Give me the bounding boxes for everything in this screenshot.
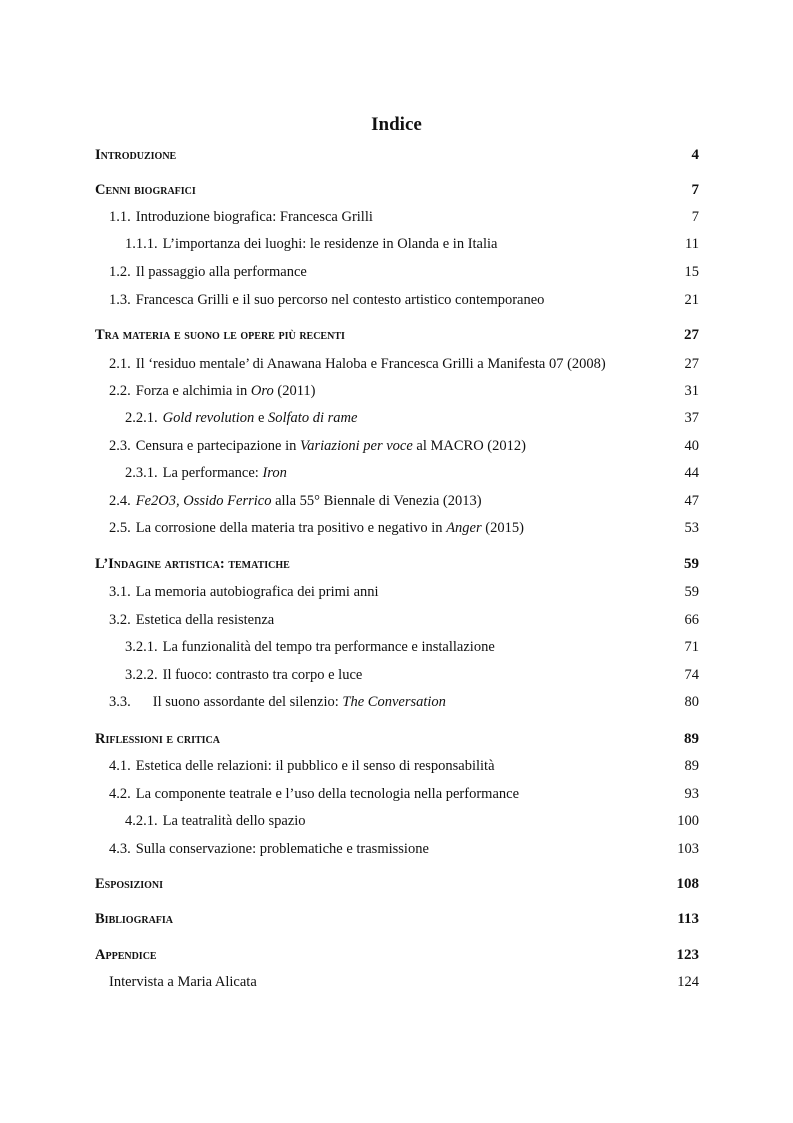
toc-entry-label [125, 234, 497, 254]
toc-chapter-entry[interactable] [0, 145, 793, 165]
section-number: 1.1. [109, 209, 131, 225]
toc-section-entry[interactable] [0, 408, 793, 428]
entry-text: Il suono assordante del silenzio: [152, 694, 343, 710]
toc-section-entry[interactable] [0, 582, 793, 602]
entry-text: Il passaggio alla performance [135, 264, 307, 280]
toc-chapter-entry[interactable] [0, 325, 793, 345]
toc-section-entry[interactable] [0, 784, 793, 804]
page-number: 15 [684, 264, 699, 280]
section-number: 4.2.1. [125, 813, 158, 829]
entry-text: alla 55° Biennale di Venezia (2013) [271, 493, 482, 509]
section-number: 2.3. [109, 438, 131, 454]
page-number: 40 [684, 438, 699, 454]
section-number: 4.2. [109, 786, 131, 802]
entry-text: Esposizioni [95, 876, 164, 892]
entry-text: Il fuoco: contrasto tra corpo e luce [162, 667, 363, 683]
page-number: 113 [677, 911, 699, 927]
toc-chapter-entry[interactable] [0, 554, 793, 574]
entry-text: (2011) [273, 383, 316, 399]
italic-title-text: The Conversation [342, 694, 446, 710]
toc-entry-label [109, 262, 307, 282]
section-number: 1.1.1. [125, 236, 158, 252]
page-number: 74 [684, 667, 699, 683]
entry-text: Riflessioni e critica [95, 731, 220, 747]
page-number: 27 [684, 356, 699, 372]
toc-entry-label [109, 692, 446, 712]
italic-title-text: Variazioni per voce [300, 438, 413, 454]
toc-entry-label [109, 756, 495, 776]
entry-text: La corrosione della materia tra positivo e negativo in [135, 520, 447, 536]
section-number: 3.2.2. [125, 667, 158, 683]
page-number: 89 [684, 758, 699, 774]
toc-section-entry[interactable] [0, 354, 793, 374]
page-number: 27 [684, 327, 699, 343]
toc-section-entry[interactable] [0, 262, 793, 282]
toc-entry-label [95, 554, 290, 574]
page-number: 53 [684, 520, 699, 536]
entry-text: e [254, 410, 268, 426]
entry-text: Estetica della resistenza [135, 612, 275, 628]
entry-text: La teatralità dello spazio [162, 813, 306, 829]
toc-section-entry[interactable] [0, 756, 793, 776]
page-number: 37 [684, 410, 699, 426]
toc-section-entry[interactable] [0, 692, 793, 712]
toc-entry-label [95, 180, 196, 200]
entry-text: L’importanza dei luoghi: le residenze in Olanda e in Italia [162, 236, 498, 252]
toc-entry-label [125, 637, 495, 657]
section-number: 3.3. [109, 694, 131, 710]
toc-entry-label [109, 207, 373, 227]
section-number: 3.2. [109, 612, 131, 628]
toc-section-entry[interactable] [0, 234, 793, 254]
section-number: 3.1. [109, 584, 131, 600]
page-number: 4 [691, 147, 699, 163]
toc-section-entry[interactable] [0, 665, 793, 685]
toc-entry-label [109, 610, 274, 630]
entry-text: Introduzione biografica: Francesca Grilli [135, 209, 373, 225]
entry-text: Estetica delle relazioni: il pubblico e il senso di responsabilità [135, 758, 495, 774]
toc-section-entry[interactable] [0, 290, 793, 310]
italic-title-text: Iron [262, 465, 287, 481]
page-number: 93 [684, 786, 699, 802]
page-number: 89 [684, 731, 699, 747]
toc-entry-label [109, 290, 544, 310]
entry-text: Introduzione [95, 147, 177, 163]
section-number: 2.4. [109, 493, 131, 509]
page-number: 108 [676, 876, 699, 892]
toc-entry-label [95, 909, 173, 929]
page-number: 11 [685, 236, 699, 252]
entry-text: L’Indagine artistica: tematiche [95, 556, 290, 572]
toc-section-entry[interactable] [0, 436, 793, 456]
italic-title-text: Fe2O3, Ossido Ferrico [135, 493, 272, 509]
toc-chapter-entry[interactable] [0, 180, 793, 200]
entry-text: Il ‘residuo mentale’ di Anawana Haloba e Francesca Grilli a Manifesta 07 (2008) [135, 356, 606, 372]
section-number: 4.3. [109, 841, 131, 857]
entry-text: La memoria autobiografica dei primi anni [135, 584, 379, 600]
section-number: 1.3. [109, 292, 131, 308]
page-number: 124 [677, 974, 699, 990]
toc-chapter-entry[interactable] [0, 945, 793, 965]
entry-text: Cenni biografici [95, 182, 196, 198]
page-number: 47 [684, 493, 699, 509]
toc-entry-label [109, 839, 429, 859]
toc-chapter-entry[interactable] [0, 729, 793, 749]
entry-text: Forza e alchimia in [135, 383, 251, 399]
page-number: 7 [691, 182, 699, 198]
toc-entry-label [95, 325, 345, 345]
toc-entry-label [109, 436, 526, 456]
page-number: 71 [684, 639, 699, 655]
entry-text: La funzionalità del tempo tra performance e installazione [162, 639, 495, 655]
italic-title-text: Gold revolution [162, 410, 255, 426]
section-number: 2.1. [109, 356, 131, 372]
page-number: 44 [684, 465, 699, 481]
toc-entry-label [125, 811, 306, 831]
toc-section-entry[interactable] [0, 972, 793, 992]
italic-title-text: Anger [446, 520, 482, 536]
toc-entry-label [109, 582, 379, 602]
page-number: 59 [684, 584, 699, 600]
section-number: 2.5. [109, 520, 131, 536]
toc-section-entry[interactable] [0, 463, 793, 483]
toc-entry-label [95, 874, 163, 894]
section-number: 3.2.1. [125, 639, 158, 655]
page-number: 80 [684, 694, 699, 710]
page-number: 21 [684, 292, 699, 308]
page-number: 103 [677, 841, 699, 857]
toc-section-entry[interactable] [0, 637, 793, 657]
toc-entry-label [109, 381, 315, 401]
page-number: 66 [684, 612, 699, 628]
toc-entry-label [95, 945, 157, 965]
toc-entry-label [95, 145, 176, 165]
toc-entry-label [109, 491, 482, 511]
toc-entry-label [125, 665, 362, 685]
entry-text: al MACRO (2012) [412, 438, 526, 454]
toc-entry-label [109, 972, 257, 992]
page-number: 31 [684, 383, 699, 399]
toc-section-entry[interactable] [0, 381, 793, 401]
entry-text: La performance: [162, 465, 263, 481]
toc-section-entry[interactable] [0, 207, 793, 227]
entry-text: Bibliografia [95, 911, 174, 927]
section-number: 4.1. [109, 758, 131, 774]
page-number: 7 [691, 209, 699, 225]
section-number: 2.3.1. [125, 465, 158, 481]
toc-section-entry[interactable] [0, 839, 793, 859]
toc-entry-label [109, 518, 524, 538]
toc-entry-label [109, 354, 606, 374]
section-number: 1.2. [109, 264, 131, 280]
toc-section-entry[interactable] [0, 491, 793, 511]
entry-text: La componente teatrale e l’uso della tecnologia nella performance [135, 786, 520, 802]
section-number: 2.2.1. [125, 410, 158, 426]
entry-text: Intervista a Maria Alicata [109, 974, 257, 990]
toc-section-entry[interactable] [0, 610, 793, 630]
toc-entry-label [109, 784, 519, 804]
section-number: 2.2. [109, 383, 131, 399]
toc-chapter-entry[interactable] [0, 874, 793, 894]
entry-text: Sulla conservazione: problematiche e trasmissione [135, 841, 429, 857]
entry-text: Appendice [95, 947, 157, 963]
entry-text: Tra materia e suono le opere più recenti [95, 327, 345, 343]
italic-title-text: Oro [250, 383, 274, 399]
page-number: 59 [684, 556, 699, 572]
toc-entry-label [125, 463, 287, 483]
toc-entry-label [95, 729, 220, 749]
toc-entry-label [125, 408, 357, 428]
page-number: 123 [676, 947, 699, 963]
page-title: Indice [371, 114, 422, 135]
toc-section-entry[interactable] [0, 518, 793, 538]
entry-text: Censura e partecipazione in [135, 438, 301, 454]
italic-title-text: Solfato di rame [268, 410, 358, 426]
page-number: 100 [677, 813, 699, 829]
toc-chapter-entry[interactable] [0, 909, 793, 929]
entry-text: (2015) [481, 520, 524, 536]
entry-text: Francesca Grilli e il suo percorso nel contesto artistico contemporaneo [135, 292, 545, 308]
toc-section-entry[interactable] [0, 811, 793, 831]
